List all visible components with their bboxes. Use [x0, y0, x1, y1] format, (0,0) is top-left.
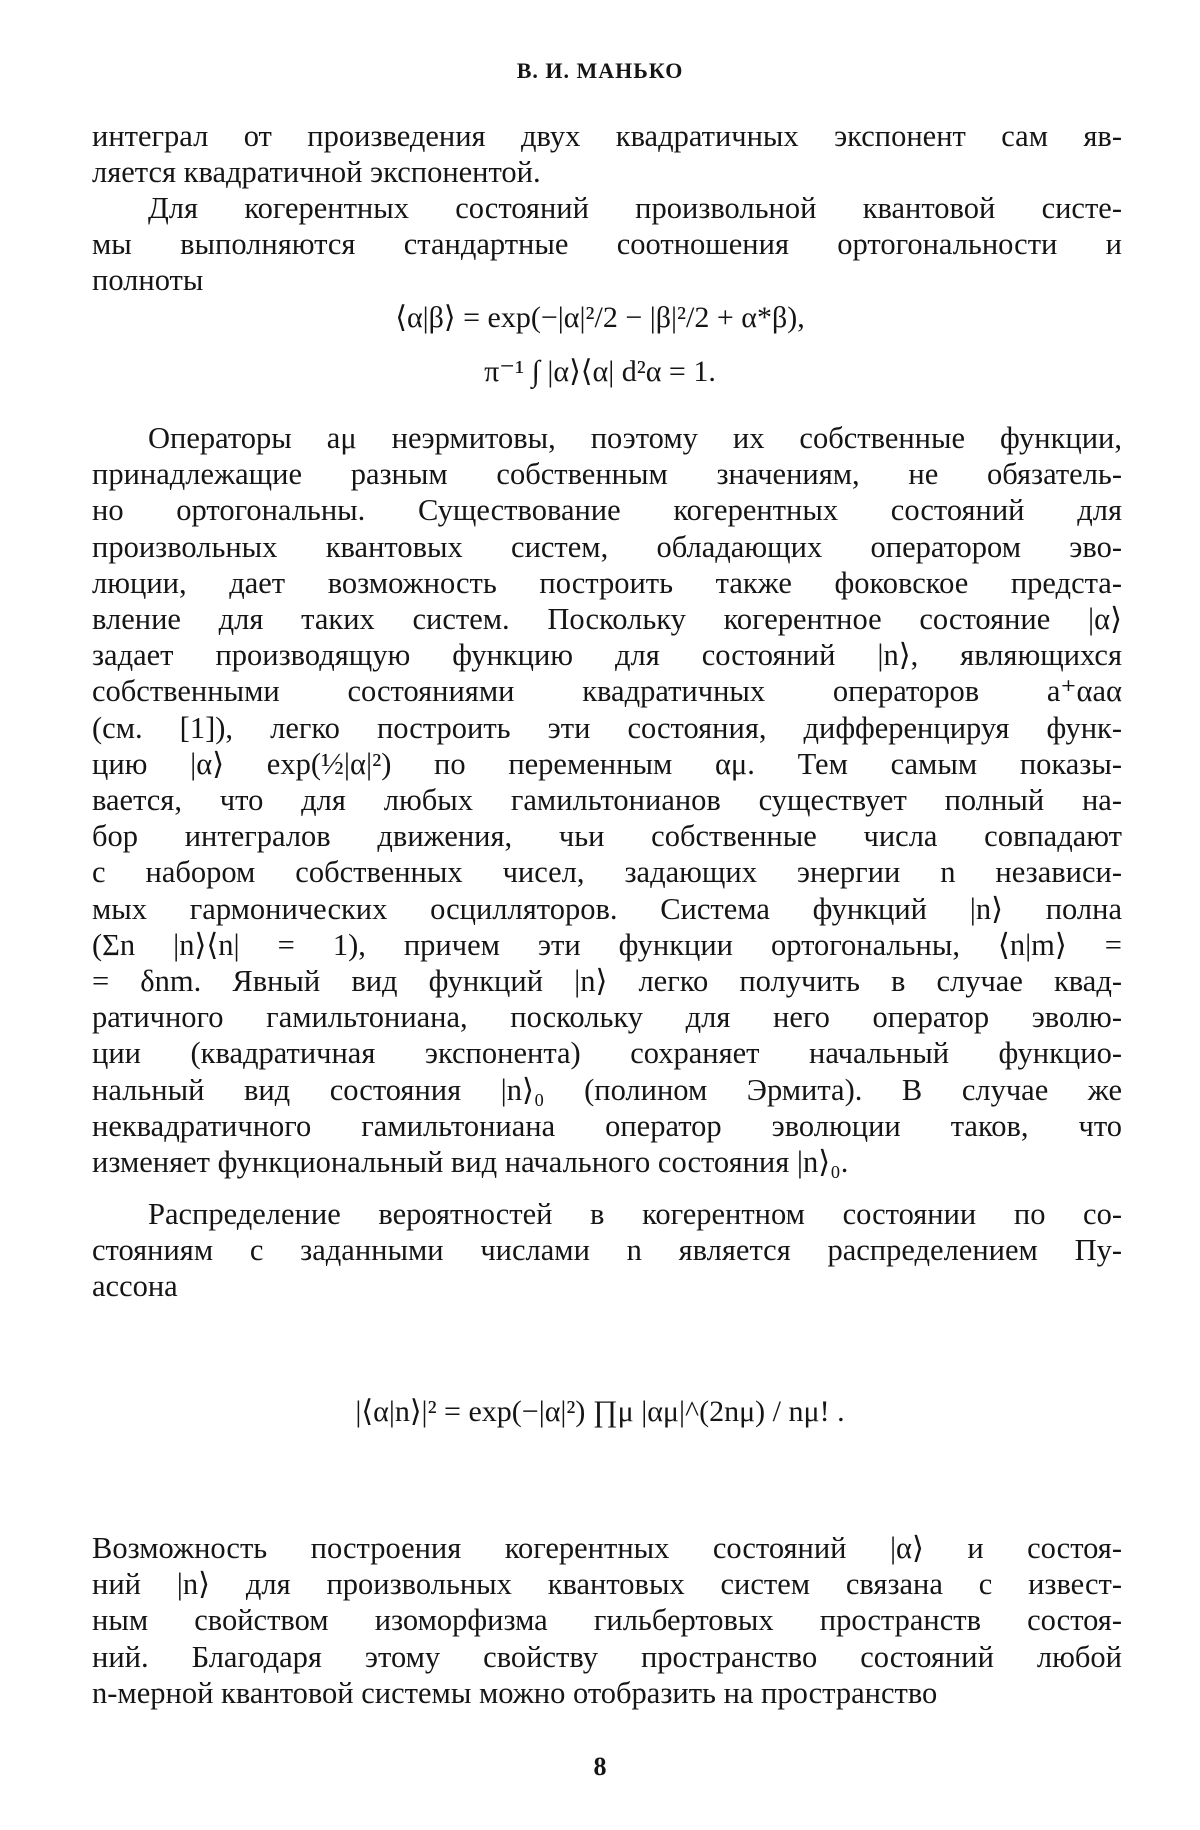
paragraph-3 [92, 420, 1122, 1180]
paragraph-4 [92, 1196, 1122, 1305]
text-line: стояниям с заданными числами n является распределением Пу- [92, 1233, 1122, 1268]
text-line: мых гармонических осцилляторов. Система функций |n⟩ полна [92, 891, 1122, 926]
text-line: (см. [1]), легко построить эти состояния, дифференцируя функ- [92, 710, 1122, 745]
formula-completeness: π⁻¹ ∫ |α⟩⟨α| d²α = 1. [484, 355, 716, 388]
text-line: собственными состояниями квадратичных операторов a⁺αaα [92, 674, 1122, 709]
text-line: Возможность построения когерентных состояний |α⟩ и состоя- [92, 1531, 1122, 1565]
text-line: вление для таких систем. Поскольку когерентное состояние |α⟩ [92, 602, 1122, 637]
text-line: ний. Благодаря этому свойству пространство состояний любой [92, 1639, 1122, 1674]
text-line: (Σn |n⟩⟨n| = 1), причем эти функции ортогональны, ⟨n|m⟩ = [92, 927, 1122, 962]
text-line: произвольных квантовых систем, обладающих оператором эво- [92, 529, 1122, 564]
text-line: нальный вид состояния |n⟩₀ (полином Эрмита). В случае же [92, 1072, 1122, 1107]
text-line: интеграл от произведения двух квадратичных экспонент сам яв- [92, 119, 1122, 153]
text-line: неквадратичного гамильтониана оператор эволюции таков, что [92, 1108, 1122, 1143]
text-line: ляется квадратичной экспонентой. [92, 155, 541, 190]
text-line: ции (квадратичная экспонента) сохраняет начальный функцио- [92, 1036, 1122, 1071]
text-line: Распределение вероятностей в когерентном состоянии по со- [148, 1197, 1122, 1231]
page-number: 8 [593, 1752, 607, 1781]
text-line: принадлежащие разным собственным значениям, не обязатель- [92, 457, 1122, 492]
formula-orthogonality: ⟨α|β⟩ = exp(−|α|²/2 − |β|²/2 + α*β), [395, 301, 805, 334]
text-line: ний |n⟩ для произвольных квантовых систем связана с извест- [92, 1567, 1122, 1602]
text-line: вается, что для любых гамильтонианов существует полный на- [92, 783, 1122, 818]
text-line: ратичного гамильтониана, поскольку для него оператор эволю- [92, 1000, 1122, 1035]
text-line: полноты [92, 263, 204, 298]
text-line: изменяет функциональный вид начального состояния |n⟩₀. [92, 1145, 849, 1180]
text-line: Операторы aμ неэрмитовы, поэтому их собственные функции, [148, 421, 1122, 455]
text-line: ным свойством изоморфизма гильбертовых пространств состоя- [92, 1603, 1122, 1638]
text-line: но ортогональны. Существование когерентных состояний для [92, 493, 1122, 528]
formula-poisson: |⟨α|n⟩|² = exp(−|α|²) ∏μ |αμ|^(2nμ) / nμ! . [355, 1395, 845, 1428]
text-line: задает производящую функцию для состояний |n⟩, являющихся [92, 638, 1122, 673]
text-line: бор интегралов движения, чьи собственные числа совпадают [92, 819, 1122, 854]
text-line: цию |α⟩ exp(½|α|²) по переменным αμ. Тем самым показы- [92, 746, 1122, 781]
text-line: = δnm. Явный вид функций |n⟩ легко получить в случае квад- [92, 964, 1122, 999]
text-line: люции, дает возможность построить также фоковское предста- [92, 565, 1122, 600]
text-line: ассона [92, 1269, 178, 1304]
paragraph-2 [92, 190, 1122, 299]
text-line: мы выполняются стандартные соотношения ортогональности и [92, 227, 1122, 262]
text-line: с набором собственных чисел, задающих энергии n независи- [92, 855, 1122, 890]
paragraph-1 [92, 118, 1122, 190]
text-line: Для когерентных состояний произвольной квантовой систе- [148, 191, 1122, 225]
text-line: n-мерной квантовой системы можно отобразить на пространство [92, 1675, 938, 1710]
running-header: В. И. МАНЬКО [516, 58, 684, 83]
paragraph-5 [92, 1530, 1122, 1711]
